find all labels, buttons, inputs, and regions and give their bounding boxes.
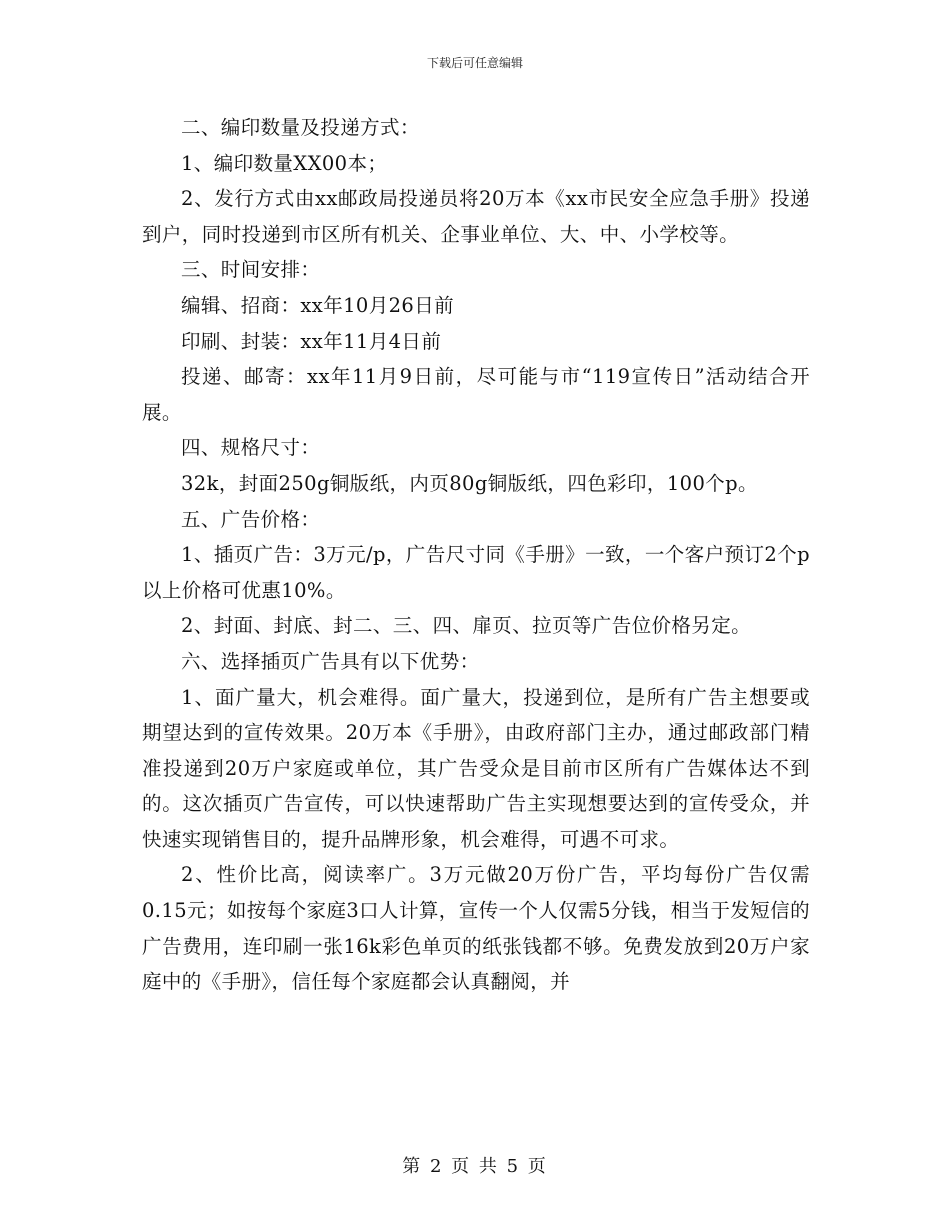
paragraph-schedule-printing: 印刷、封装：xx年11月4日前 [181, 329, 442, 353]
page-header: 下载后可任意编辑 [426, 56, 523, 70]
section-heading-specifications: 四、规格尺寸： [181, 436, 321, 460]
paragraph-insert-ad-price: 1、插页广告：3万元/p，广告尺寸同《手册》一致，一个客户预订2个p以上价格可优惠10%。 [142, 543, 810, 602]
paragraph-specifications: 32k，封面250g铜版纸，内页80g铜版纸，四色彩印，100个p。 [181, 471, 758, 495]
paragraph-advantage-coverage: 1、面广量大，机会难得。面广量大，投递到位，是所有广告主想要或期望达到的宣传效果。20万本《手册》，由政府部门主办，通过邮政部门精准投递到20万户家庭或单位，其广告受众是目前市区所有广告媒体达不到的。这次插页广告宣传，可以快速帮助广告主实现想要达到的宣传受众，并快速实现销售目的，提升品牌形象，机会难得，可遇不可求。 [142, 685, 810, 851]
section-heading-quantity-delivery: 二、编印数量及投递方式： [181, 116, 420, 139]
paragraph-advantage-cost: 2、性价比高，阅读率广。3万元做20万份广告，平均每份广告仅需0.15元；如按每个家庭3口人计算，宣传一个人仅需5分钱，相当于发短信的广告费用，连印刷一张16k彩色单页的纸张钱都不够。免费发放到20万户家庭中的《手册》，信任每个家庭都会认真翻阅，并 [142, 863, 810, 994]
section-heading-schedule: 三、时间安排： [181, 258, 321, 282]
page-footer: 第 2 页 共 5 页 [402, 1156, 548, 1177]
section-heading-ad-prices: 五、广告价格： [181, 507, 321, 531]
document-body [142, 110, 810, 1000]
paragraph-distribution-method: 2、发行方式由xx邮政局投递员将20万本《xx市民安全应急手册》投递到户，同时投递到市区所有机关、企事业单位、大、中、小学校等。 [142, 187, 810, 246]
paragraph-print-quantity: 1、编印数量XX00本； [181, 151, 388, 175]
section-heading-advantages: 六、选择插页广告具有以下优势： [181, 649, 480, 673]
paragraph-schedule-delivery: 投递、邮寄：xx年11月9日前，尽可能与市“119宣传日”活动结合开展。 [142, 365, 810, 424]
paragraph-cover-ad-price: 2、封面、封底、封二、三、四、扉页、拉页等广告位价格另定。 [181, 614, 752, 638]
paragraph-schedule-editing: 编辑、招商：xx年10月26日前 [181, 293, 455, 317]
